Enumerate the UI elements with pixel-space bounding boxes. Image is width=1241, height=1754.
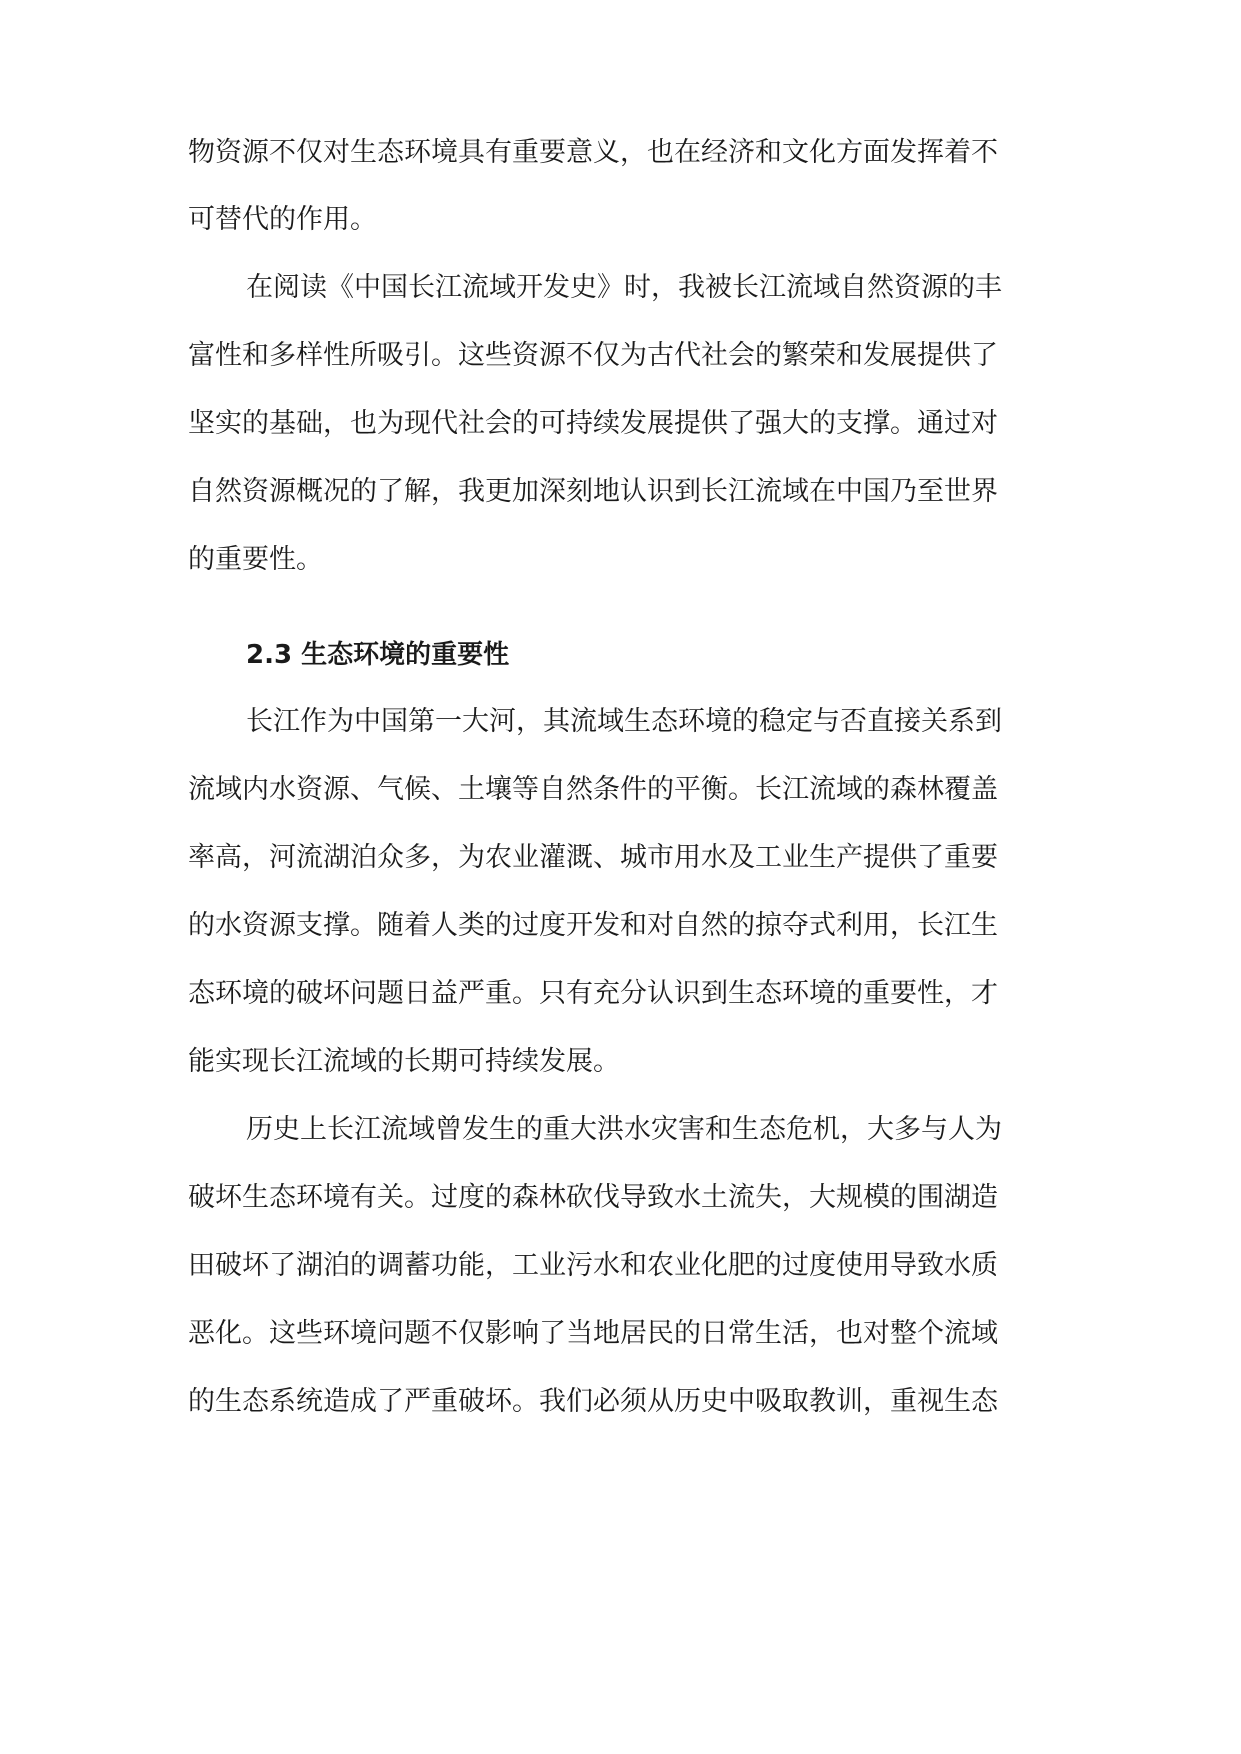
section-heading: 2.3 生态环境的重要性 — [246, 640, 510, 670]
text-line: 富性和多样性所吸引。这些资源不仅为古代社会的繁荣和发展提供了 — [188, 340, 998, 371]
text-line: 流域内水资源、气候、土壤等自然条件的平衡。长江流域的森林覆盖 — [188, 774, 998, 805]
text-line: 恶化。这些环境问题不仅影响了当地居民的日常生活，也对整个流域 — [188, 1318, 998, 1349]
text-line: 物资源不仅对生态环境具有重要意义，也在经济和文化方面发挥着不 — [188, 137, 998, 168]
text-line: 历史上长江流域曾发生的重大洪水灾害和生态危机，大多与人为 — [246, 1114, 1002, 1145]
text-line: 态环境的破坏问题日益严重。只有充分认识到生态环境的重要性，才 — [188, 978, 998, 1009]
text-line: 坚实的基础，也为现代社会的可持续发展提供了强大的支撑。通过对 — [188, 408, 998, 439]
text-line: 田破坏了湖泊的调蓄功能，工业污水和农业化肥的过度使用导致水质 — [188, 1250, 998, 1281]
text-line: 的生态系统造成了严重破坏。我们必须从历史中吸取教训，重视生态 — [188, 1386, 998, 1417]
text-line: 长江作为中国第一大河，其流域生态环境的稳定与否直接关系到 — [246, 706, 1002, 737]
text-line: 的水资源支撑。随着人类的过度开发和对自然的掠夺式利用，长江生 — [188, 910, 998, 941]
text-line: 可替代的作用。 — [188, 204, 377, 235]
text-line: 在阅读《中国长江流域开发史》时，我被长江流域自然资源的丰 — [246, 272, 1002, 303]
text-line: 能实现长江流域的长期可持续发展。 — [188, 1046, 620, 1077]
text-line: 自然资源概况的了解，我更加深刻地认识到长江流域在中国乃至世界 — [188, 476, 998, 507]
text-line: 率高，河流湖泊众多，为农业灌溉、城市用水及工业生产提供了重要 — [188, 842, 998, 873]
text-line: 的重要性。 — [188, 544, 323, 575]
text-line: 破坏生态环境有关。过度的森林砍伐导致水土流失，大规模的围湖造 — [188, 1182, 998, 1213]
